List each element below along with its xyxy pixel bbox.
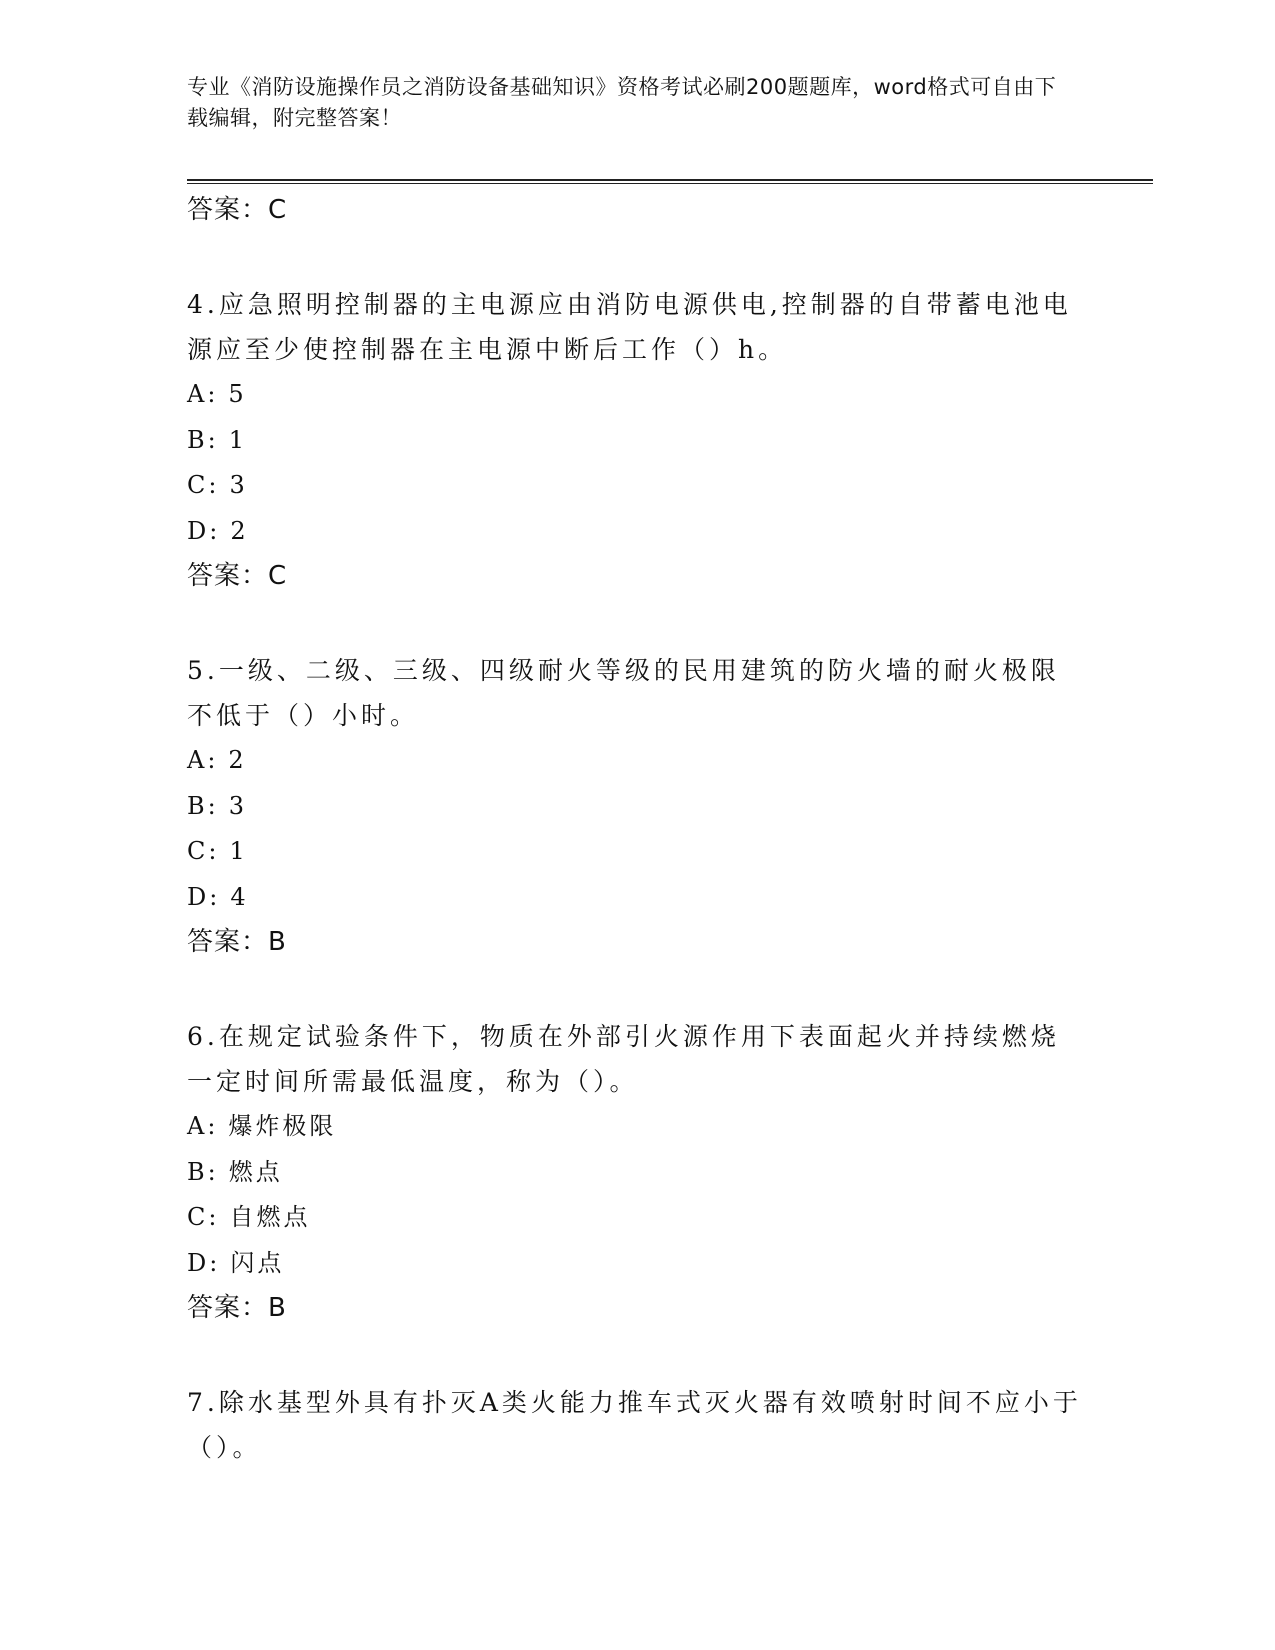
option-label: D: bbox=[187, 1248, 221, 1277]
option-c bbox=[187, 829, 1087, 875]
option-value: 1 bbox=[228, 425, 248, 454]
option-value: 爆炸极限 bbox=[228, 1112, 337, 1140]
option-value: 燃点 bbox=[228, 1157, 283, 1186]
question-block-4 bbox=[187, 282, 1087, 598]
option-value: 闪点 bbox=[230, 1248, 285, 1277]
page-header: 专业《消防设施操作员之消防设备基础知识》资格考试必刷200题题库，word格式可自由下载编辑，附完整答案！ bbox=[187, 75, 1057, 130]
question-text: 6.在规定试验条件下，物质在外部引火源作用下表面起火并持续燃烧一定时间所需最低温度，称为（）。 bbox=[187, 1022, 1060, 1096]
option-a bbox=[187, 1104, 1087, 1150]
option-label: C: bbox=[187, 471, 220, 499]
option-value: 4 bbox=[230, 882, 249, 911]
question-text: 4.应急照明控制器的主电源应由消防电源供电,控制器的自带蓄电池电源应至少使控制器在主电源中断后工作（）h。 bbox=[187, 290, 1072, 364]
option-d bbox=[187, 1241, 1087, 1287]
option-b bbox=[187, 784, 1087, 830]
question-block-5 bbox=[187, 648, 1087, 964]
option-label: B: bbox=[187, 425, 219, 454]
option-value: 3 bbox=[229, 471, 248, 499]
option-d bbox=[187, 875, 1087, 921]
option-label: B: bbox=[187, 1157, 219, 1186]
question-block-7 bbox=[187, 1380, 1087, 1470]
option-label: C: bbox=[187, 1203, 220, 1231]
option-label: A: bbox=[187, 1112, 219, 1140]
header-divider bbox=[187, 179, 1153, 181]
answer-line: 答案：C bbox=[187, 195, 288, 225]
option-d bbox=[187, 509, 1087, 555]
question-text: 7.除水基型外具有扑灭A类火能力推车式灭火器有效喷射时间不应小于（）。 bbox=[187, 1388, 1082, 1462]
option-label: D: bbox=[187, 882, 221, 911]
option-c bbox=[187, 463, 1087, 509]
option-a bbox=[187, 738, 1087, 784]
option-b bbox=[187, 418, 1087, 464]
answer-line: 答案：C bbox=[187, 561, 288, 591]
option-label: A: bbox=[187, 746, 219, 774]
answer-line: 答案：B bbox=[187, 927, 287, 957]
option-value: 自燃点 bbox=[229, 1203, 311, 1231]
option-c bbox=[187, 1195, 1087, 1241]
question-list bbox=[187, 188, 1087, 1470]
option-value: 2 bbox=[228, 746, 247, 774]
option-value: 3 bbox=[228, 791, 248, 820]
answer-line: 答案：B bbox=[187, 1293, 287, 1323]
option-value: 2 bbox=[230, 516, 249, 545]
option-label: A: bbox=[187, 380, 219, 408]
option-label: C: bbox=[187, 837, 220, 865]
question-text: 5.一级、二级、三级、四级耐火等级的民用建筑的防火墙的耐火极限不低于（）小时。 bbox=[187, 656, 1060, 730]
option-b bbox=[187, 1150, 1087, 1196]
option-label: D: bbox=[187, 516, 221, 545]
option-label: B: bbox=[187, 791, 219, 820]
option-value: 5 bbox=[228, 380, 247, 408]
header-divider-thin bbox=[187, 183, 1153, 184]
question-block-6 bbox=[187, 1014, 1087, 1330]
option-a bbox=[187, 372, 1087, 418]
option-value: 1 bbox=[229, 837, 248, 865]
